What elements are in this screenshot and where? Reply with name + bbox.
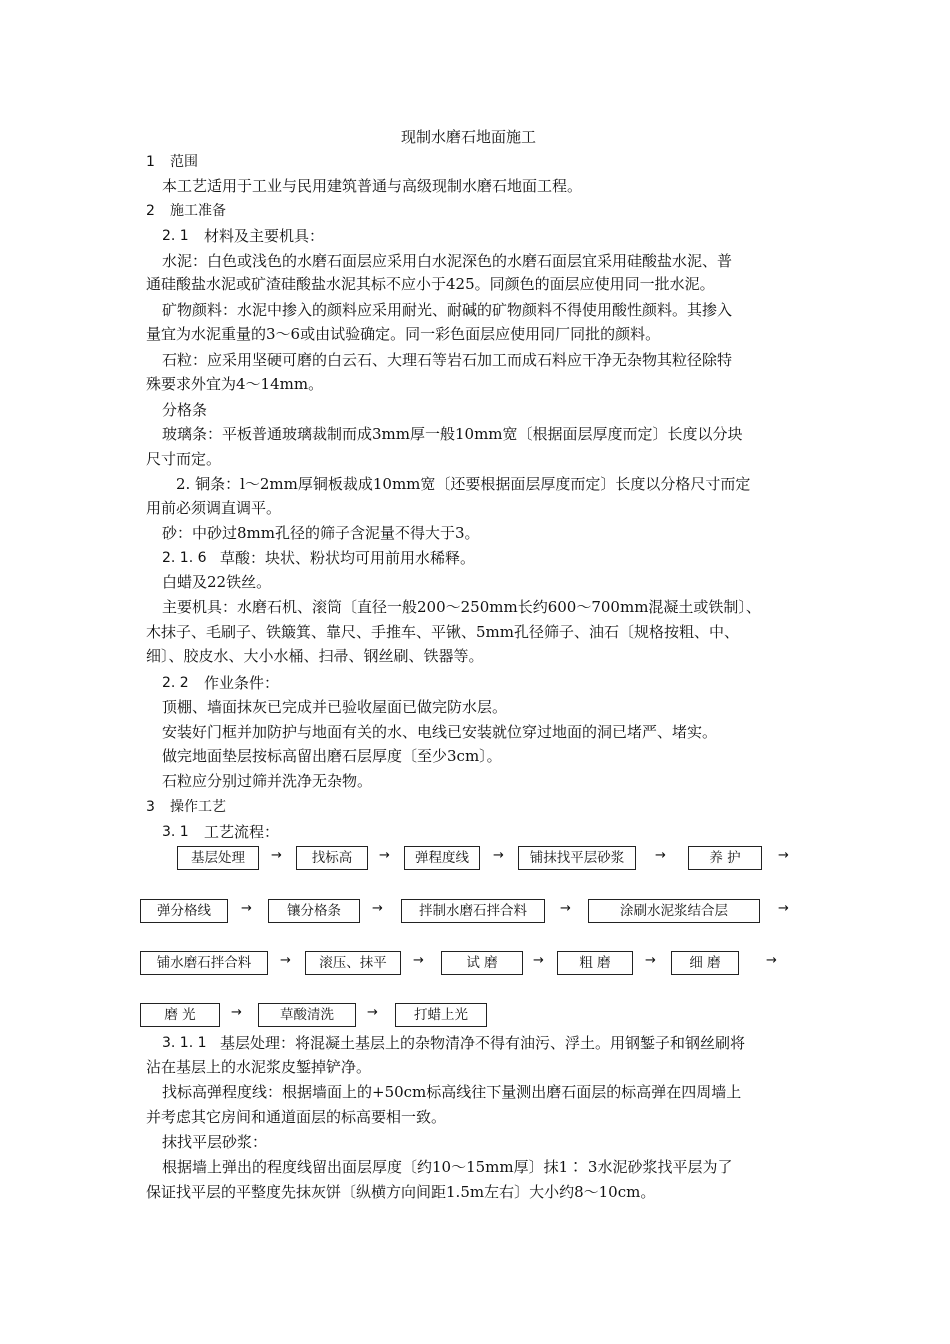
screed-line-2: 保证找平层的平整度先抹灰饼〔纵横方向间距1.5m左右〕大小约8～10cm。: [146, 1183, 656, 1201]
subsection-3-1-number: 3. 1: [162, 824, 189, 840]
flow-arrow: →: [493, 848, 504, 863]
cement-line-1: 水泥：白色或浅色的水磨石面层应采用白水泥深色的水磨石面层宜采用硅酸盐水泥、普: [162, 252, 733, 270]
level-line-1: 找标高弹程度线：根据墙面上的+50cm标高线往下量测出磨石面层的标高弹在四周墙上: [162, 1083, 742, 1101]
section-1-heading: 范围: [170, 154, 198, 170]
stone-line-1: 石粒：应采用坚硬可磨的白云石、大理石等岩石加工而成石料应干净无杂物其粒径除特: [162, 351, 733, 369]
section-1-number: 1: [146, 154, 155, 170]
sand-line: 砂：中砂过8mm孔径的筛子含泥量不得大于3。: [162, 524, 480, 542]
flow-arrow: →: [372, 901, 383, 916]
section-2-number: 2: [146, 203, 155, 219]
flow-arrow: →: [655, 848, 666, 863]
flow-arrow: →: [778, 848, 789, 863]
flow-step-base-treatment: 基层处理: [177, 846, 259, 870]
subsection-2-2-number: 2. 2: [162, 675, 189, 691]
base-treatment-line-2: 沾在基层上的水泥浆皮錾掉铲净。: [146, 1058, 372, 1076]
flow-step-roll-trowel: 滚压、抹平: [305, 951, 401, 975]
section-3-heading: 操作工艺: [170, 799, 226, 815]
flow-arrow: →: [766, 953, 777, 968]
flow-arrow: →: [560, 901, 571, 916]
copper-strip-line-2: 用前必须调直调平。: [146, 499, 282, 517]
flow-arrow: →: [271, 848, 282, 863]
tools-line-1: 主要机具：水磨石机、滚筒〔直径一般200～250mm长约600～700mm混凝土或铁制〕、: [162, 598, 761, 616]
flow-arrow: →: [367, 1005, 378, 1020]
flow-step-leveling-mortar: 铺抹找平层砂浆: [518, 846, 636, 870]
divider-strip-heading: 分格条: [162, 401, 208, 419]
flow-step-snap-level-line: 弹程度线: [404, 846, 480, 870]
screed-line-1: 根据墙上弹出的程度线留出面层厚度〔约10～15mm厚〕抹1∶ 3水泥砂浆找平层为了: [162, 1158, 733, 1176]
flow-arrow: →: [413, 953, 424, 968]
level-line-2: 并考虑其它房间和通道面层的标高要相一致。: [146, 1108, 447, 1126]
stone-line-2: 殊要求外宜为4～14mm。: [146, 375, 324, 393]
flow-step-coarse-grind: 粗 磨: [557, 951, 633, 975]
scope-paragraph: 本工艺适用于工业与民用建筑普通与高级现制水磨石地面工程。: [162, 177, 583, 195]
oxalic-acid-text: 草酸：块状、粉状均可用前用水稀释。: [220, 549, 476, 567]
flow-step-waxing: 打蜡上光: [395, 1003, 487, 1027]
flow-arrow: →: [778, 901, 789, 916]
subsection-2-2-text: 作业条件：: [204, 674, 280, 692]
flow-arrow: →: [241, 901, 252, 916]
subsection-3-1-text: 工艺流程：: [204, 823, 280, 841]
condition-line-1: 顶棚、墙面抹灰已完成并已验收屋面已做完防水层。: [162, 698, 508, 716]
flow-step-curing: 养 护: [688, 846, 762, 870]
flow-arrow: →: [533, 953, 544, 968]
pigment-line-2: 量宜为水泥重量的3～6或由试验确定。同一彩色面层应使用同厂同批的颜料。: [146, 325, 661, 343]
glass-strip-line-2: 尺寸而定。: [146, 450, 222, 468]
glass-strip-line-1: 玻璃条：平板普通玻璃裁制而成3mm厚一般10mm宽〔根据面层厚度而定〕长度以分块: [162, 425, 743, 443]
flow-step-oxalic-wash: 草酸清洗: [258, 1003, 356, 1027]
screed-heading: 抹找平层砂浆：: [162, 1133, 268, 1151]
flow-step-bond-coat: 涂刷水泥浆结合层: [588, 899, 760, 923]
flow-step-fine-grind: 细 磨: [671, 951, 739, 975]
cement-line-2: 通硅酸盐水泥或矿渣硅酸盐水泥其标不应小于425。同颜色的面层应使用同一批水泥。: [146, 275, 715, 293]
flow-step-lay-terrazzo: 铺水磨石拌合料: [140, 951, 268, 975]
base-treatment-line-1: 基层处理：将混凝土基层上的杂物清净不得有油污、浮土。用钢錾子和钢丝刷将: [220, 1034, 746, 1052]
section-2-heading: 施工准备: [170, 203, 226, 219]
flow-arrow: →: [645, 953, 656, 968]
pigment-line-1: 矿物颜料：水泥中掺入的颜料应采用耐光、耐碱的矿物颜料不得使用酸性颜料。其掺入: [162, 301, 733, 319]
flow-step-trial-grind: 试 磨: [441, 951, 523, 975]
subsection-2-1-number: 2. 1: [162, 228, 189, 244]
flow-arrow: →: [379, 848, 390, 863]
page-title: 现制水磨石地面施工: [401, 128, 537, 146]
wax-line: 白蜡及22铁丝。: [162, 573, 272, 591]
subsection-3-1-1-number: 3. 1. 1: [162, 1035, 207, 1051]
section-3-number: 3: [146, 799, 155, 815]
flow-step-find-elevation: 找标高: [296, 846, 368, 870]
flow-step-install-strips: 镶分格条: [268, 899, 360, 923]
condition-line-4: 石粒应分别过筛并洗净无杂物。: [162, 772, 373, 790]
subsection-2-1-6-number: 2. 1. 6: [162, 550, 207, 566]
condition-line-3: 做完地面垫层按标高留出磨石层厚度〔至少3cm〕。: [162, 747, 502, 765]
condition-line-2: 安装好门框并加防护与地面有关的水、电线已安装就位穿过地面的洞已堵严、堵实。: [162, 723, 718, 741]
flow-arrow: →: [280, 953, 291, 968]
flow-step-mix-terrazzo: 拌制水磨石拌合料: [401, 899, 545, 923]
copper-strip-line-1: 2. 铜条：l～2mm厚铜板裁成10mm宽〔还要根据面层厚度而定〕长度以分格尺寸而定: [176, 475, 751, 493]
flow-step-snap-grid-lines: 弹分格线: [140, 899, 228, 923]
flow-arrow: →: [231, 1005, 242, 1020]
tools-line-3: 细〕、胶皮水、大小水桶、扫帚、钢丝刷、铁器等。: [146, 647, 484, 665]
flow-step-polish: 磨 光: [140, 1003, 220, 1027]
tools-line-2: 木抹子、毛刷子、铁簸箕、靠尺、手推车、平锹、5mm孔径筛子、油石〔规格按粗、中、: [146, 623, 739, 641]
subsection-2-1-text: 材料及主要机具：: [204, 227, 325, 245]
